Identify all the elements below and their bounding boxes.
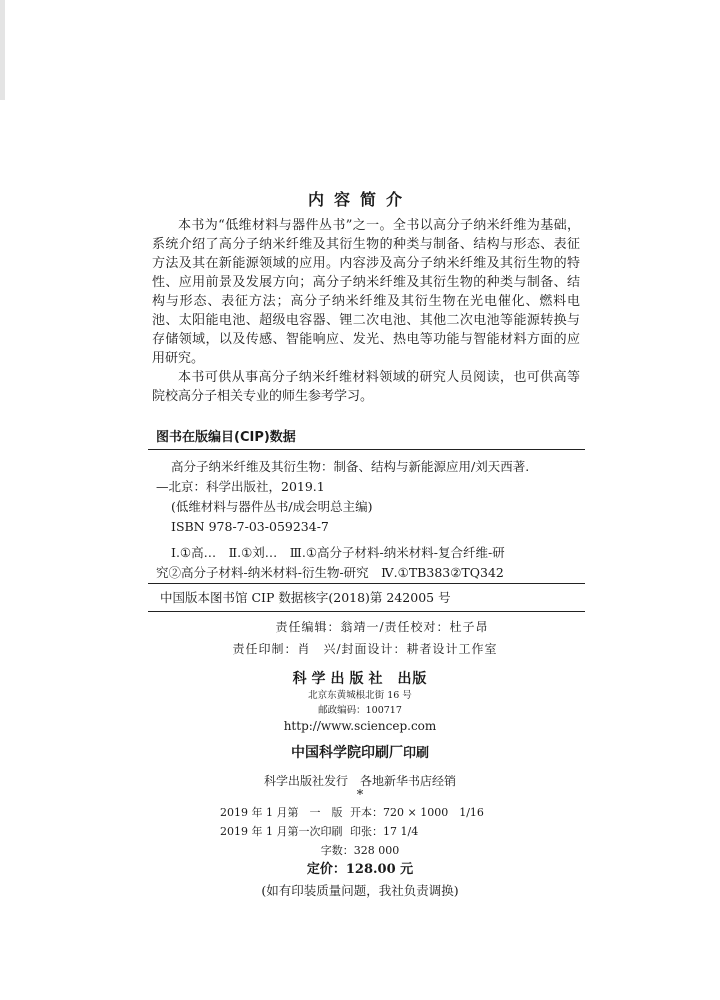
credits-printing-cover: 责任印制：肖 兴/封面设计：耕者设计工作室 bbox=[232, 642, 498, 656]
page-title: 内容简介 bbox=[307, 190, 412, 209]
cip-line-classification-2: 究②高分子材料-纳米材料-衍生物-研究 Ⅳ.①TB383②TQ342 bbox=[156, 565, 504, 580]
cip-bottom-rule bbox=[148, 611, 585, 612]
publisher-block bbox=[0, 668, 720, 902]
cip-line-isbn: ISBN 978-7-03-059234-7 bbox=[171, 519, 329, 534]
book-format: 开本：720 × 1000 1/16 bbox=[350, 806, 484, 819]
printer-name: 中国科学院印刷厂 bbox=[290, 745, 403, 761]
summary-paragraph-1: 本书为“低维材料与器件丛书”之一。全书以高分子纳米纤维为基础，系统介绍了高分子纳米纤维及其衍生物的种类与制备、结构与形态、表征方法及其在新能源领域的应用。内容涉及高分子纳米纤维及其衍生物的特性、应用前景及发展方向；高分子纳米纤维及其衍生物的种类与制备、结构与形态、表征方法；高分子纳米纤维及其衍生物在光电催化、燃料电池、太阳能电池、超级电容器、锂二次电池、其他二次电池等能源转换与存储领域，以及传感、智能响应、发光、热电等功能与智能材料方面的应用研究。 bbox=[152, 218, 580, 366]
cip-line-title: 高分子纳米纤维及其衍生物：制备、结构与新能源应用/刘天西著. bbox=[171, 459, 530, 474]
cip-line-series: (低维材料与器件丛书/成会明总主编) bbox=[171, 499, 373, 514]
publisher-name-line bbox=[0, 668, 720, 688]
separator-star: * bbox=[356, 788, 364, 803]
scan-edge-mark bbox=[0, 0, 5, 100]
edition-details bbox=[0, 803, 720, 860]
credits bbox=[0, 616, 720, 660]
quality-note: (如有印装质量问题，我社负责调换) bbox=[261, 883, 459, 898]
publisher-name: 科学出版社 bbox=[292, 671, 388, 687]
cip-record bbox=[148, 426, 585, 612]
cip-heading: 图书在版编目(CIP)数据 bbox=[156, 430, 296, 445]
printing-sheets: 印张：17 1/4 bbox=[350, 825, 419, 838]
credits-editors: 责任编辑：翁靖一/责任校对：杜子昂 bbox=[275, 620, 489, 634]
word-count: 字数：328 000 bbox=[320, 844, 400, 857]
printing-row bbox=[0, 822, 720, 841]
cip-body bbox=[148, 450, 585, 583]
cip-footer: 中国版本图书馆 CIP 数据核字(2018)第 242005 号 bbox=[160, 590, 451, 605]
summary-paragraph-2: 本书可供从事高分子纳米纤维材料领域的研究人员阅读，也可供高等院校高分子相关专业的师生参考学习。 bbox=[152, 370, 580, 404]
printer-line bbox=[0, 742, 720, 762]
edition-row bbox=[0, 803, 720, 822]
publisher-suffix: 出版 bbox=[397, 671, 428, 687]
publisher-postcode: 邮政编码：100717 bbox=[318, 705, 402, 716]
printer-suffix: 印刷 bbox=[402, 746, 429, 761]
cip-line-classification-1: Ⅰ.①高… Ⅱ.①刘… Ⅲ.①高分子材料-纳米材料-复合纤维-研 bbox=[171, 545, 505, 560]
price: 定价：128.00 元 bbox=[306, 862, 414, 877]
cip-line-publisher: —北京：科学出版社，2019.1 bbox=[156, 479, 325, 494]
edition-date: 2019 年 1 月第 一 版 bbox=[220, 806, 343, 819]
distribution-line: 科学出版社发行 各地新华书店经销 bbox=[263, 774, 456, 788]
content-summary bbox=[152, 216, 580, 406]
publisher-address: 北京东黄城根北街 16 号 bbox=[308, 690, 412, 701]
printing-date: 2019 年 1 月第一次印刷 bbox=[220, 825, 343, 838]
publisher-website: http://www.sciencep.com bbox=[283, 719, 437, 733]
